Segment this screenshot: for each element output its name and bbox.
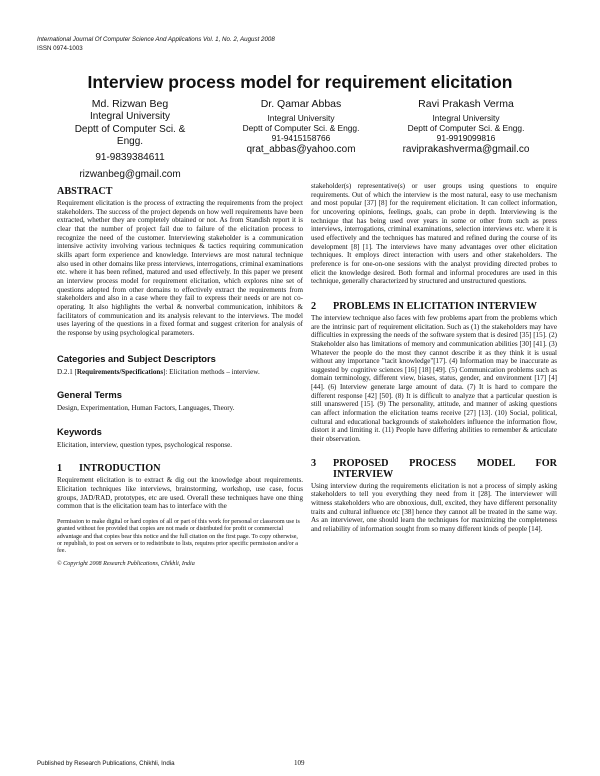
- section3-heading: [311, 458, 557, 480]
- author-dept: Deptt of Computer Sci. &: [74, 123, 186, 135]
- journal-header: International Journal Of Computer Science And Applications Vol. 1, No. 2, August 2008: [37, 36, 275, 43]
- right-column: [311, 182, 557, 534]
- intro-continued-text: stakeholder(s) representative(s) or user groups using questions to enquire requirements. Out of which the interview is the most natural, easy to use mechanism and most popular [37] [8] for the requirement elicitation. It can collect information, for uncovering opinions, feelings, goals, can probe in depth. Interviewing is the technique that has being used over years in some or other from such as press interviews, interrogations, criminal examinations, selection interviews etc. where it is used effectively and the techniques has matured and refined during the course of its development [8] [1]. The interviews have many advantages over other elicitation techniques. It employs direct interaction with users and other stakeholders. The preference is for one-on-one sessions with the analyst providing directed probes to elicit the knowledge desired. Both formal and informal procedures are used in this technique, generally characterized by structured and unstructured questions.: [311, 182, 557, 286]
- section-number: 3: [311, 457, 317, 469]
- author-email: raviprakashverma@gmail.co: [402, 144, 530, 155]
- issn: ISSN 0974-1003: [37, 45, 83, 52]
- keywords-heading: Keywords: [57, 425, 102, 437]
- left-column: [57, 186, 303, 568]
- permission-notice: Permission to make digital or hard copies of all or part of this work for personal or classroom use is granted without fee provided that copies are not made or distributed for profit or commercial advantage and that copies bear this notice and the full citation on the first page. To copy otherwise, or republish, to post on servers or to redistribute to lists, requires prior specific permission and/or a fee.: [57, 519, 300, 555]
- author-3: [392, 98, 540, 156]
- author-affiliation: Integral University: [267, 113, 335, 123]
- section2-heading: [311, 301, 557, 312]
- author-1: [56, 98, 204, 181]
- general-terms-heading: General Terms: [57, 389, 122, 401]
- author-email: rizwanbeg@gmail.com: [79, 168, 181, 180]
- author-phone: 91-9919099816: [436, 133, 496, 143]
- intro-text: Requirement elicitation is to extract & dig out the knowledge about requirements. Elicitation techniques like interviews, brainstorming, workshop, use case, focus groups, JAD/RAD, prototypes, etc are used. Overall these techniques have one thing common that is the elicitation team has to interface with the: [57, 476, 303, 511]
- author-email: qrat_abbas@yahoo.com: [246, 144, 356, 155]
- section-title: PROPOSED PROCESS MODEL FOR INTERVIEW: [333, 457, 557, 480]
- section-title: PROBLEMS IN ELICITATION INTERVIEW: [333, 300, 537, 312]
- intro-heading: [57, 463, 303, 474]
- abstract-heading: ABSTRACT: [57, 186, 113, 197]
- categories-prefix: D.2.1 [: [57, 367, 77, 376]
- author-name: Ravi Prakash Verma: [418, 98, 514, 110]
- categories-heading: Categories and Subject Descriptors: [57, 352, 216, 364]
- author-2: [228, 98, 374, 156]
- abstract-text: Requirement elicitation is the process of extracting the requirements from the project stakeholders. The success of the project depends on how well requirements have been extracted, whether they are completely obtained or not. As from Standish report it is clear that the number of project fail due to failure of the elicitation process to recognize the need of the customer. Interviewing stakeholder is a communication intensive activity involving various techniques & tactics requiring communication skills apart form experience and knowledge. Interviews are most natural technique also used in other domains like press interviews, interrogations, criminal examinations etc. where it has been refined, matured and used effectively. In this paper we present an interview process model for requirement elicitation, which explores nine set of questions adopted from other domains to effectively extract the requirements from stakeholders and also in a case where they fail to express their needs or are not co-operating. It also highlights the verbal & nonverbal communication, inhibitors & facilitators of communication and its analysis relevant to the interviews. The model uses layering of the questions in a fixed format and suggest criterion for analysis of the response by using psychological parameters.: [57, 199, 303, 337]
- paper-title: Interview process model for requirement elicitation: [87, 72, 513, 92]
- copyright-notice: © Copyright 2008 Research Publications, Chikhli, India: [57, 560, 195, 567]
- categories-bold: Requirements/Specifications: [76, 367, 164, 376]
- author-dept-cont: Engg.: [116, 136, 144, 147]
- author-affiliation: Integral University: [432, 113, 500, 123]
- author-phone: 91-9415158766: [271, 133, 331, 143]
- footer-publisher: Published by Research Publications, Chikhli, India: [37, 760, 175, 767]
- section3-text: Using interview during the requirements elicitation is not a process of simply asking stakeholders to tell you everything they need from it [28]. The interviewer will witness stakeholders who are obnoxious, dull, excited, they have different personality traits and cultural influence etc [38] hence they cannot all be treated in the same way. As an interviewer, one should learn the techniques for maximizing the completeness and reliability of information sought from so many different kinds of people [14].: [311, 481, 557, 533]
- page-number: 109: [294, 759, 305, 767]
- keywords-text: Elicitation, interview, question types, psychological response.: [57, 440, 233, 449]
- section-number: 2: [311, 300, 317, 312]
- section-number: 1: [57, 463, 63, 475]
- author-dept: Deptt of Computer Sci. & Engg.: [242, 123, 360, 133]
- categories-text: [57, 368, 303, 377]
- author-name: Dr. Qamar Abbas: [260, 98, 342, 110]
- section-title: INTRODUCTION: [79, 463, 161, 475]
- categories-suffix: ]: Elicitation methods – interview.: [163, 367, 260, 376]
- general-terms-text: Design, Experimentation, Human Factors, Languages, Theory.: [57, 404, 235, 413]
- author-dept: Deptt of Computer Sci. & Engg.: [407, 123, 525, 133]
- section2-text: The interview technique also faces with few problems apart from the problems which are the intrinsic part of requirement elicitation. Such as (1) the stakeholders may have difficulties in expressing the needs of the software system that is desired [35] [15]. (2) Stakeholder also has limitations of memory and communication abilities [30] [41]. (3) Whatever the people do the most they cannot describe it as they think it is usual without any importance "tacit knowledge"[17]. (4) Information may be inaccurate as suggested by cognitive sciences [16] [18] [49]. (5) Communication problems such as domain terminology, different view, biases, status, gender, and environment [17] [4] [44]. (6) Interview generate large amount of data. (7) It is hard to compare the different response [42] [50]. (8) It is difficult to analyze that a particular question is still unanswered [15]. (9) The personality, attitude, and manner of asking questions can affect information the elicitation teams receive [27] [13]. (10) Social, political, cultural and educational backgrounds of stakeholders influence the information flow, distort it and limiting it. (11) People have differing abilities to remember & articulate their observation.: [311, 313, 557, 444]
- author-phone: 91-9839384611: [95, 151, 165, 163]
- author-affiliation: Integral University: [89, 111, 171, 122]
- author-name: Md. Rizwan Beg: [91, 98, 169, 110]
